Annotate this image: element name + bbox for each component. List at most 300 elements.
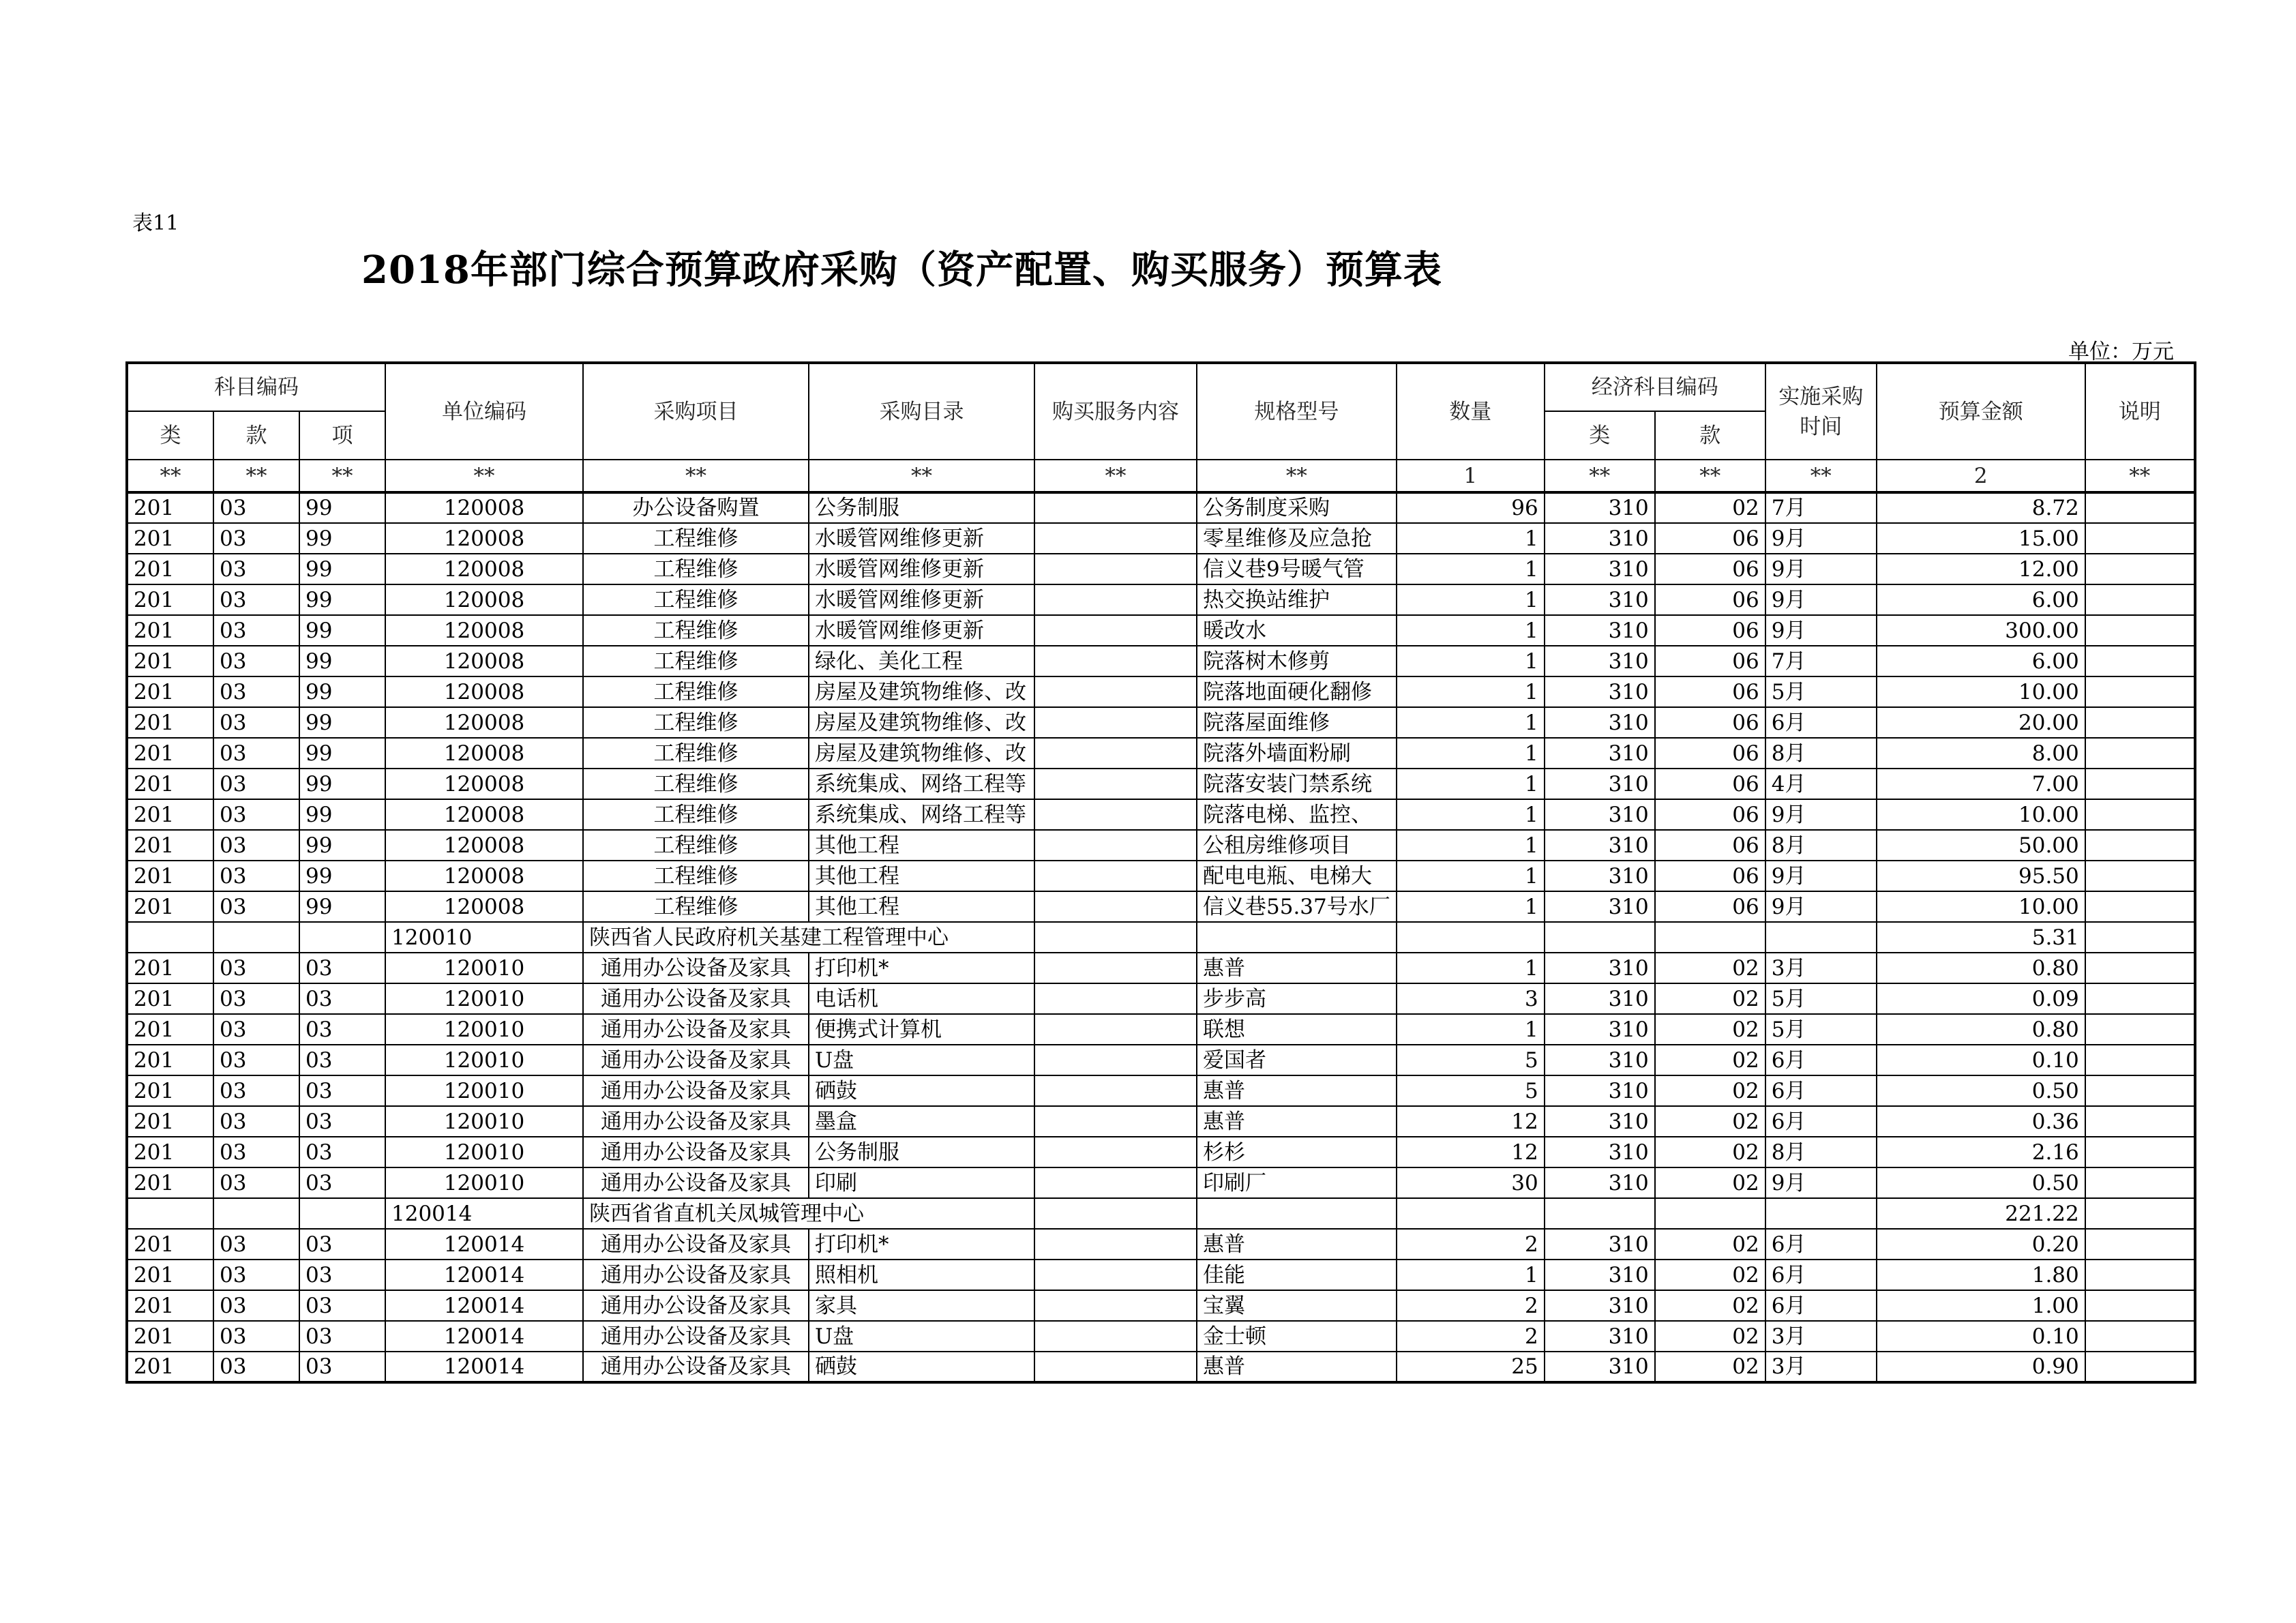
cell-service-content [1034,983,1197,1014]
cell-budget-amount: 300.00 [1877,615,2085,646]
table-row [127,1229,2195,1260]
cell-impl-time: 3月 [1765,1352,1877,1382]
cell-quantity: 1 [1397,891,1545,922]
cell-econ-lei: 310 [1545,861,1655,891]
cell-xiang: 99 [299,830,385,861]
cell-unit-code: 120008 [385,830,583,861]
cell-kuan: 03 [213,861,299,891]
cell-service-content [1034,1290,1197,1321]
cell-remark [2085,738,2195,769]
cell-service-content [1034,615,1197,646]
cell-quantity: 5 [1397,1045,1545,1075]
cell-purchase-item: 工程维修 [583,554,809,584]
table-row [127,584,2195,615]
marker-cell: 1 [1397,460,1545,492]
cell-remark [2085,799,2195,830]
cell-impl-time: 9月 [1765,799,1877,830]
cell-purchase-catalog: 其他工程 [809,861,1034,891]
cell-impl-time: 9月 [1765,554,1877,584]
cell-econ-kuan: 02 [1655,1137,1765,1167]
cell-kuan: 03 [213,953,299,983]
cell-lei: 201 [127,1106,213,1137]
cell-kuan: 03 [213,1045,299,1075]
cell-xiang: 99 [299,769,385,799]
cell-econ-kuan: 02 [1655,953,1765,983]
cell-lei: 201 [127,492,213,523]
empty-cell [1655,922,1765,953]
marker-cell: ** [1765,460,1877,492]
cell-lei: 201 [127,1321,213,1352]
group-row [127,1198,2195,1229]
cell-purchase-item: 工程维修 [583,523,809,554]
cell-spec-model: 热交换站维护 [1197,584,1397,615]
cell-unit-code: 120010 [385,1045,583,1075]
table-row [127,1290,2195,1321]
cell-purchase-item: 通用办公设备及家具 [583,1352,809,1382]
cell-lei: 201 [127,615,213,646]
table-row [127,707,2195,738]
cell-purchase-item: 工程维修 [583,584,809,615]
cell-impl-time: 9月 [1765,584,1877,615]
cell-impl-time: 3月 [1765,1321,1877,1352]
cell-xiang: 03 [299,1075,385,1106]
cell-remark [2085,707,2195,738]
cell-purchase-item: 通用办公设备及家具 [583,953,809,983]
cell-kuan: 03 [213,707,299,738]
cell-service-content [1034,523,1197,554]
cell-remark [2085,1045,2195,1075]
cell-budget-amount: 0.09 [1877,983,2085,1014]
cell-kuan: 03 [213,1290,299,1321]
cell-budget-amount: 8.00 [1877,738,2085,769]
cell-lei: 201 [127,1229,213,1260]
cell-econ-kuan: 02 [1655,1321,1765,1352]
cell-econ-lei: 310 [1545,1014,1655,1045]
cell-purchase-item: 工程维修 [583,830,809,861]
cell-purchase-catalog: 系统集成、网络工程等 [809,799,1034,830]
cell-quantity: 96 [1397,492,1545,523]
cell-xiang: 99 [299,891,385,922]
cell-budget-amount: 8.72 [1877,492,2085,523]
header-impl-time: 实施采购时间 [1765,363,1877,460]
cell-xiang: 99 [299,861,385,891]
cell-quantity: 12 [1397,1137,1545,1167]
cell-econ-lei: 310 [1545,1260,1655,1290]
empty-cell [2085,1198,2195,1229]
cell-purchase-catalog: 打印机* [809,953,1034,983]
cell-spec-model: 配电电瓶、电梯大 [1197,861,1397,891]
cell-purchase-catalog: 水暖管网维修更新 [809,584,1034,615]
cell-purchase-item: 工程维修 [583,738,809,769]
cell-purchase-catalog: 墨盒 [809,1106,1034,1137]
cell-econ-lei: 310 [1545,738,1655,769]
cell-econ-lei: 310 [1545,492,1655,523]
empty-cell [1397,922,1545,953]
cell-remark [2085,953,2195,983]
cell-quantity: 1 [1397,646,1545,676]
cell-lei: 201 [127,646,213,676]
cell-spec-model: 联想 [1197,1014,1397,1045]
cell-econ-kuan: 02 [1655,983,1765,1014]
cell-econ-lei: 310 [1545,707,1655,738]
table-row [127,983,2195,1014]
cell-kuan: 03 [213,1167,299,1198]
cell-impl-time: 9月 [1765,523,1877,554]
cell-xiang: 99 [299,615,385,646]
cell-unit-code: 120014 [385,1229,583,1260]
table-row [127,1321,2195,1352]
cell-kuan: 03 [213,492,299,523]
cell-spec-model: 信义巷55.37号水厂 [1197,891,1397,922]
cell-xiang: 03 [299,1137,385,1167]
cell-spec-model: 步步高 [1197,983,1397,1014]
cell-lei: 201 [127,1045,213,1075]
cell-unit-code: 120014 [385,1321,583,1352]
cell-quantity: 25 [1397,1352,1545,1382]
cell-econ-kuan: 06 [1655,646,1765,676]
empty-cell [213,1198,299,1229]
cell-kuan: 03 [213,1137,299,1167]
cell-lei: 201 [127,676,213,707]
cell-kuan: 03 [213,1014,299,1045]
budget-table [125,361,2196,1384]
cell-spec-model: 暖改水 [1197,615,1397,646]
cell-econ-kuan: 02 [1655,1075,1765,1106]
cell-econ-kuan: 02 [1655,1014,1765,1045]
cell-econ-kuan: 02 [1655,1045,1765,1075]
cell-econ-kuan: 06 [1655,861,1765,891]
cell-service-content [1034,1075,1197,1106]
empty-cell [1197,1198,1397,1229]
cell-econ-lei: 310 [1545,1137,1655,1167]
cell-spec-model: 院落电梯、监控、 [1197,799,1397,830]
cell-spec-model: 惠普 [1197,1229,1397,1260]
cell-quantity: 2 [1397,1321,1545,1352]
cell-spec-model: 惠普 [1197,1352,1397,1382]
cell-service-content [1034,1260,1197,1290]
cell-unit-code: 120008 [385,523,583,554]
cell-spec-model: 爱国者 [1197,1045,1397,1075]
cell-purchase-catalog: 水暖管网维修更新 [809,615,1034,646]
cell-quantity: 1 [1397,523,1545,554]
cell-budget-amount: 0.80 [1877,1014,2085,1045]
cell-econ-kuan: 06 [1655,615,1765,646]
cell-quantity: 1 [1397,738,1545,769]
cell-impl-time: 3月 [1765,953,1877,983]
cell-quantity: 1 [1397,799,1545,830]
group-unit-code: 120014 [385,1198,583,1229]
cell-purchase-catalog: U盘 [809,1045,1034,1075]
cell-kuan: 03 [213,1260,299,1290]
table-row [127,891,2195,922]
cell-xiang: 03 [299,1014,385,1045]
cell-budget-amount: 0.36 [1877,1106,2085,1137]
cell-remark [2085,676,2195,707]
group-row [127,922,2195,953]
cell-service-content [1034,1352,1197,1382]
cell-purchase-item: 工程维修 [583,861,809,891]
cell-econ-lei: 310 [1545,891,1655,922]
cell-spec-model: 惠普 [1197,953,1397,983]
cell-xiang: 99 [299,492,385,523]
table-row [127,799,2195,830]
cell-service-content [1034,1321,1197,1352]
cell-econ-kuan: 02 [1655,492,1765,523]
cell-econ-kuan: 06 [1655,523,1765,554]
empty-cell [1034,922,1197,953]
cell-lei: 201 [127,707,213,738]
table-body [127,492,2195,1382]
empty-cell [1034,1198,1197,1229]
cell-service-content [1034,646,1197,676]
cell-econ-lei: 310 [1545,554,1655,584]
header-xiang: 项 [299,411,385,460]
cell-lei: 201 [127,953,213,983]
cell-unit-code: 120008 [385,769,583,799]
cell-econ-kuan: 02 [1655,1106,1765,1137]
cell-unit-code: 120008 [385,676,583,707]
cell-kuan: 03 [213,1106,299,1137]
header-econ-lei: 类 [1545,411,1655,460]
cell-kuan: 03 [213,983,299,1014]
cell-purchase-item: 工程维修 [583,615,809,646]
cell-kuan: 03 [213,830,299,861]
cell-purchase-catalog: 打印机* [809,1229,1034,1260]
marker-cell: ** [1545,460,1655,492]
cell-econ-lei: 310 [1545,1352,1655,1382]
cell-kuan: 03 [213,615,299,646]
cell-econ-kuan: 06 [1655,891,1765,922]
cell-kuan: 03 [213,1321,299,1352]
cell-econ-kuan: 06 [1655,738,1765,769]
cell-econ-lei: 310 [1545,799,1655,830]
cell-xiang: 03 [299,1290,385,1321]
cell-purchase-item: 通用办公设备及家具 [583,1137,809,1167]
cell-unit-code: 120008 [385,615,583,646]
cell-unit-code: 120008 [385,584,583,615]
cell-unit-code: 120010 [385,1014,583,1045]
cell-purchase-item: 工程维修 [583,676,809,707]
header-unit-code: 单位编码 [385,363,583,460]
cell-xiang: 03 [299,1260,385,1290]
cell-remark [2085,1290,2195,1321]
cell-kuan: 03 [213,676,299,707]
cell-quantity: 1 [1397,615,1545,646]
table-number-label: 表11 [132,211,179,235]
cell-remark [2085,1167,2195,1198]
cell-lei: 201 [127,1290,213,1321]
table-row [127,769,2195,799]
cell-quantity: 1 [1397,584,1545,615]
cell-econ-kuan: 06 [1655,676,1765,707]
cell-purchase-item: 通用办公设备及家具 [583,1167,809,1198]
group-budget-amount: 221.22 [1877,1198,2085,1229]
cell-econ-lei: 310 [1545,830,1655,861]
cell-impl-time: 8月 [1765,1137,1877,1167]
cell-purchase-catalog: 公务制服 [809,1137,1034,1167]
cell-purchase-item: 通用办公设备及家具 [583,1045,809,1075]
cell-lei: 201 [127,799,213,830]
cell-spec-model: 院落树木修剪 [1197,646,1397,676]
group-unit-name: 陕西省省直机关凤城管理中心 [583,1198,1034,1229]
cell-remark [2085,492,2195,523]
table-row [127,1045,2195,1075]
cell-spec-model: 印刷厂 [1197,1167,1397,1198]
cell-budget-amount: 1.80 [1877,1260,2085,1290]
table-row [127,830,2195,861]
cell-budget-amount: 95.50 [1877,861,2085,891]
cell-unit-code: 120008 [385,738,583,769]
cell-kuan: 03 [213,646,299,676]
cell-kuan: 03 [213,769,299,799]
cell-unit-code: 120008 [385,707,583,738]
cell-remark [2085,1352,2195,1382]
cell-purchase-catalog: 绿化、美化工程 [809,646,1034,676]
cell-spec-model: 院落地面硬化翻修 [1197,676,1397,707]
cell-impl-time: 8月 [1765,830,1877,861]
cell-quantity: 1 [1397,1260,1545,1290]
cell-service-content [1034,830,1197,861]
cell-purchase-item: 通用办公设备及家具 [583,1321,809,1352]
cell-service-content [1034,584,1197,615]
cell-service-content [1034,861,1197,891]
cell-remark [2085,891,2195,922]
cell-quantity: 1 [1397,861,1545,891]
cell-lei: 201 [127,1260,213,1290]
cell-purchase-item: 工程维修 [583,707,809,738]
cell-lei: 201 [127,1352,213,1382]
cell-lei: 201 [127,891,213,922]
cell-purchase-catalog: 其他工程 [809,891,1034,922]
cell-xiang: 03 [299,953,385,983]
empty-cell [1197,922,1397,953]
table-row [127,646,2195,676]
cell-remark [2085,615,2195,646]
header-econ-kuan: 款 [1655,411,1765,460]
header-subject-code: 科目编码 [127,363,385,411]
table-row [127,492,2195,523]
cell-unit-code: 120010 [385,983,583,1014]
cell-purchase-item: 通用办公设备及家具 [583,1229,809,1260]
cell-unit-code: 120008 [385,646,583,676]
cell-xiang: 03 [299,1229,385,1260]
cell-purchase-catalog: 水暖管网维修更新 [809,523,1034,554]
cell-impl-time: 5月 [1765,676,1877,707]
cell-econ-lei: 310 [1545,523,1655,554]
cell-purchase-item: 工程维修 [583,799,809,830]
cell-econ-lei: 310 [1545,1321,1655,1352]
cell-purchase-item: 工程维修 [583,769,809,799]
cell-unit-code: 120010 [385,1167,583,1198]
cell-remark [2085,769,2195,799]
cell-econ-lei: 310 [1545,1045,1655,1075]
cell-spec-model: 惠普 [1197,1106,1397,1137]
header-quantity: 数量 [1397,363,1545,460]
cell-impl-time: 6月 [1765,1290,1877,1321]
cell-econ-kuan: 06 [1655,554,1765,584]
header-spec-model: 规格型号 [1197,363,1397,460]
cell-econ-lei: 310 [1545,953,1655,983]
marker-row [127,460,2195,492]
header-econ-code: 经济科目编码 [1545,363,1765,411]
cell-quantity: 12 [1397,1106,1545,1137]
cell-xiang: 03 [299,1352,385,1382]
marker-cell: ** [2085,460,2195,492]
cell-service-content [1034,953,1197,983]
empty-cell [127,1198,213,1229]
cell-xiang: 03 [299,1167,385,1198]
cell-lei: 201 [127,1137,213,1167]
cell-unit-code: 120008 [385,554,583,584]
cell-impl-time: 4月 [1765,769,1877,799]
cell-service-content [1034,492,1197,523]
cell-spec-model: 院落安装门禁系统 [1197,769,1397,799]
empty-cell [1655,1198,1765,1229]
cell-quantity: 1 [1397,769,1545,799]
cell-xiang: 99 [299,799,385,830]
cell-purchase-catalog: 房屋及建筑物维修、改 [809,676,1034,707]
cell-xiang: 03 [299,1106,385,1137]
cell-impl-time: 6月 [1765,1106,1877,1137]
marker-cell: ** [385,460,583,492]
header-purchase-catalog: 采购目录 [809,363,1034,460]
cell-lei: 201 [127,554,213,584]
cell-unit-code: 120008 [385,861,583,891]
cell-quantity: 1 [1397,830,1545,861]
cell-spec-model: 佳能 [1197,1260,1397,1290]
cell-xiang: 99 [299,676,385,707]
cell-remark [2085,1106,2195,1137]
empty-cell [299,1198,385,1229]
cell-purchase-item: 通用办公设备及家具 [583,983,809,1014]
cell-quantity: 1 [1397,953,1545,983]
cell-econ-lei: 310 [1545,1167,1655,1198]
cell-econ-lei: 310 [1545,1075,1655,1106]
cell-purchase-catalog: 家具 [809,1290,1034,1321]
cell-budget-amount: 0.20 [1877,1229,2085,1260]
cell-budget-amount: 0.90 [1877,1352,2085,1382]
cell-unit-code: 120014 [385,1260,583,1290]
group-unit-name: 陕西省人民政府机关基建工程管理中心 [583,922,1034,953]
cell-xiang: 99 [299,738,385,769]
cell-econ-lei: 310 [1545,676,1655,707]
cell-service-content [1034,1137,1197,1167]
cell-spec-model: 金士顿 [1197,1321,1397,1352]
cell-econ-lei: 310 [1545,983,1655,1014]
header-purchase-item: 采购项目 [583,363,809,460]
cell-service-content [1034,1106,1197,1137]
cell-econ-kuan: 02 [1655,1229,1765,1260]
cell-remark [2085,554,2195,584]
cell-budget-amount: 6.00 [1877,646,2085,676]
cell-quantity: 1 [1397,707,1545,738]
cell-econ-kuan: 06 [1655,830,1765,861]
cell-impl-time: 9月 [1765,891,1877,922]
cell-service-content [1034,891,1197,922]
empty-cell [2085,922,2195,953]
cell-econ-lei: 310 [1545,1290,1655,1321]
cell-budget-amount: 6.00 [1877,584,2085,615]
cell-lei: 201 [127,738,213,769]
cell-budget-amount: 15.00 [1877,523,2085,554]
cell-remark [2085,584,2195,615]
cell-kuan: 03 [213,1229,299,1260]
cell-econ-kuan: 06 [1655,799,1765,830]
table-row [127,554,2195,584]
cell-impl-time: 8月 [1765,738,1877,769]
cell-service-content [1034,769,1197,799]
cell-quantity: 3 [1397,983,1545,1014]
